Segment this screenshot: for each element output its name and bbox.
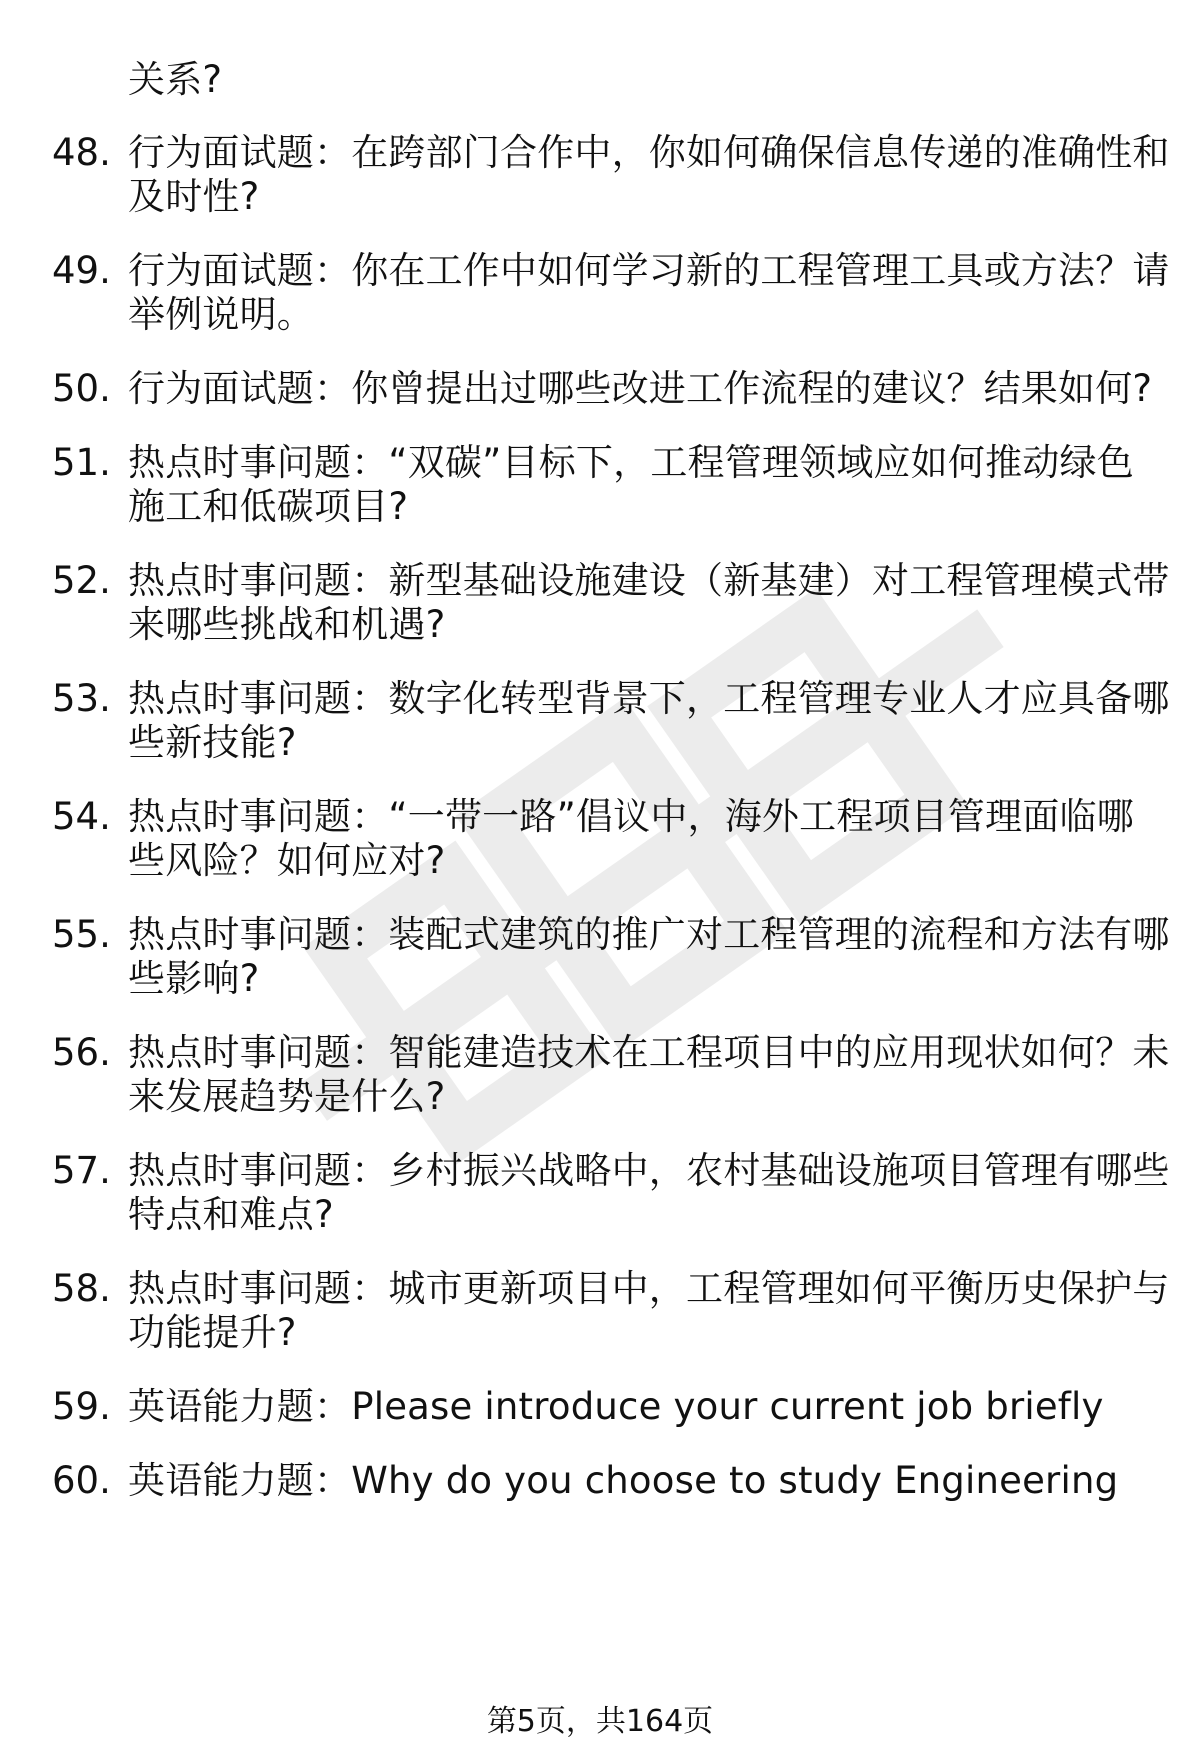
question-text-line: 功能提升? (128, 1311, 297, 1354)
question-text-line: 热点时事问题：装配式建筑的推广对工程管理的流程和方法有哪 (128, 913, 1170, 956)
question-text-line: 热点时事问题：“双碳”目标下，工程管理领域应如何推动绿色 (128, 441, 1134, 484)
question-text-line: 些风险？如何应对? (128, 839, 446, 882)
question-number: 50. (52, 367, 111, 410)
list-item-continuation (0, 836, 1200, 886)
question-number: 48. (52, 131, 111, 174)
list-item (0, 556, 1200, 606)
question-text-line: 热点时事问题：乡村振兴战略中，农村基础设施项目管理有哪些 (128, 1149, 1170, 1192)
question-text-line: 些影响? (128, 957, 260, 1000)
list-item-continuation (0, 1072, 1200, 1122)
question-text-line: 行为面试题：在跨部门合作中，你如何确保信息传递的准确性和 (128, 131, 1170, 174)
question-text-line: 举例说明。 (128, 293, 314, 336)
question-text-line: 来哪些挑战和机遇? (128, 603, 446, 646)
question-text-line: 关系? (128, 58, 223, 101)
list-item-continuation (0, 172, 1200, 222)
question-text-line: 及时性? (128, 175, 260, 218)
question-number: 57. (52, 1149, 111, 1192)
question-number: 53. (52, 677, 111, 720)
question-number: 60. (52, 1459, 111, 1502)
list-item (0, 674, 1200, 724)
question-number: 52. (52, 559, 111, 602)
list-item (0, 1456, 1200, 1506)
list-item-continuation (0, 1190, 1200, 1240)
list-item-continuation (0, 290, 1200, 340)
question-text-line: 行为面试题：你曾提出过哪些改进工作流程的建议？结果如何? (128, 367, 1153, 410)
question-text-line: 热点时事问题：智能建造技术在工程项目中的应用现状如何？未 (128, 1031, 1170, 1074)
list-item (0, 364, 1200, 414)
continuation-line (0, 55, 1200, 105)
question-text-line: 特点和难点? (128, 1193, 334, 1236)
question-number: 59. (52, 1385, 111, 1428)
list-item (0, 1264, 1200, 1314)
question-text-line: 热点时事问题：城市更新项目中，工程管理如何平衡历史保护与 (128, 1267, 1170, 1310)
question-number: 56. (52, 1031, 111, 1074)
question-text-line: 英语能力题：Please introduce your current job briefly (128, 1385, 1104, 1428)
list-item (0, 438, 1200, 488)
list-item-continuation (0, 718, 1200, 768)
list-item-continuation (0, 954, 1200, 1004)
question-text-line: 热点时事问题：数字化转型背景下，工程管理专业人才应具备哪 (128, 677, 1170, 720)
list-item (0, 1028, 1200, 1078)
question-text-line: 热点时事问题：“一带一路”倡议中，海外工程项目管理面临哪 (128, 795, 1134, 838)
list-item (0, 128, 1200, 178)
question-number: 58. (52, 1267, 111, 1310)
question-text-line: 行为面试题：你在工作中如何学习新的工程管理工具或方法？请 (128, 249, 1170, 292)
question-text-line: 来发展趋势是什么? (128, 1075, 446, 1118)
question-number: 54. (52, 795, 111, 838)
list-item (0, 1382, 1200, 1432)
question-number: 51. (52, 441, 111, 484)
question-text-line: 施工和低碳项目? (128, 485, 409, 528)
list-item (0, 1146, 1200, 1196)
question-number: 49. (52, 249, 111, 292)
question-number: 55. (52, 913, 111, 956)
page-footer: 第5页，共164页 (486, 1704, 714, 1739)
list-item (0, 792, 1200, 842)
list-item (0, 246, 1200, 296)
list-item-continuation (0, 600, 1200, 650)
question-text-line: 英语能力题：Why do you choose to study Engineering (128, 1459, 1119, 1502)
list-item (0, 910, 1200, 960)
list-item-continuation (0, 482, 1200, 532)
question-text-line: 些新技能? (128, 721, 297, 764)
list-item-continuation (0, 1308, 1200, 1358)
question-text-line: 热点时事问题：新型基础设施建设（新基建）对工程管理模式带 (128, 559, 1170, 602)
